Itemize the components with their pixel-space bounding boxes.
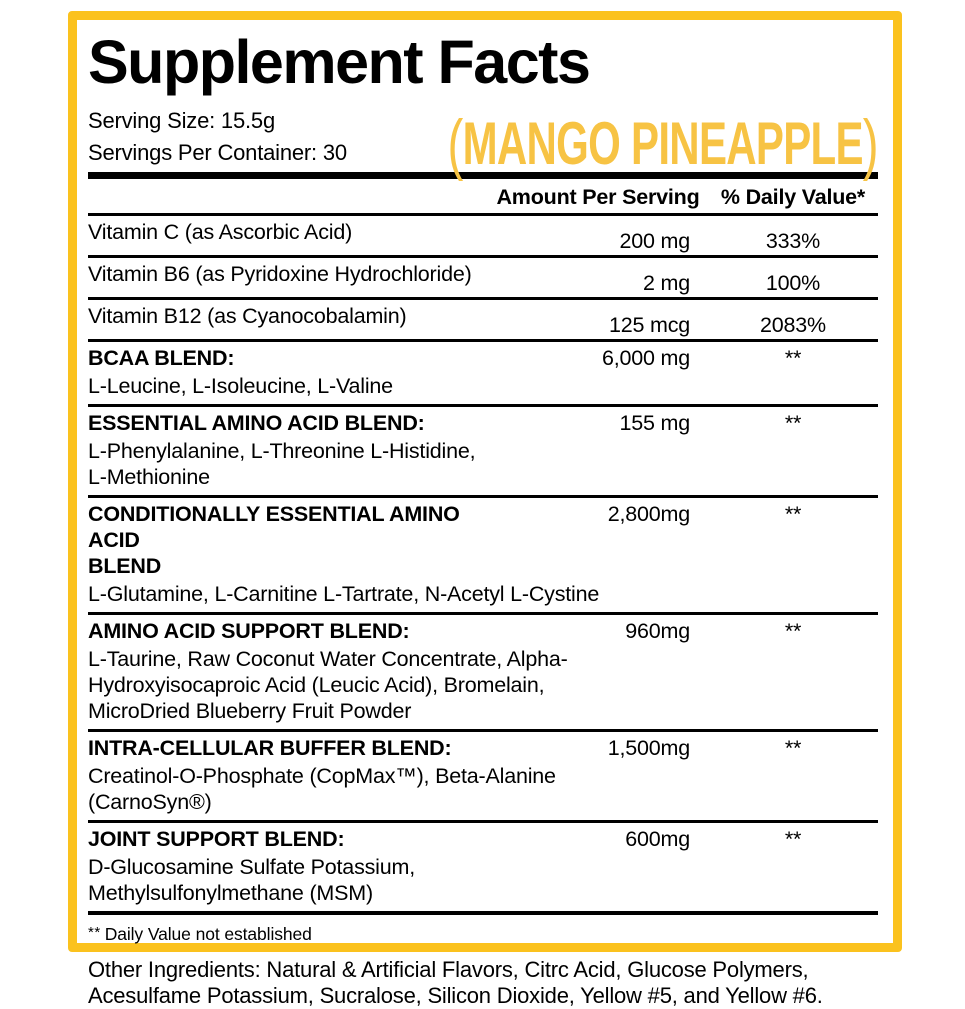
name-line: JOINT SUPPORT BLEND: <box>88 827 345 851</box>
ingredient-line: L-Taurine, Raw Coconut Water Concentrate, Alpha- <box>88 647 568 671</box>
page-title: Supplement Facts <box>88 28 590 96</box>
blend-name <box>88 501 488 579</box>
table-row-main <box>88 823 878 852</box>
daily-value-cell: ** <box>784 411 802 435</box>
amount-cell: 125 mcg <box>608 313 690 337</box>
daily-value-cell: ** <box>784 827 802 851</box>
blend-ingredients <box>88 852 878 911</box>
name-line: Vitamin B12 (as Cyanocobalamin) <box>88 304 407 328</box>
amount-cell: 155 mg <box>619 411 690 435</box>
footnote-stars: ** <box>88 924 101 941</box>
name-line: BCAA BLEND: <box>88 346 235 370</box>
amount-cell: 6,000 mg <box>601 346 690 370</box>
label-header <box>88 28 878 182</box>
daily-value-cell: ** <box>784 502 802 526</box>
table-row <box>88 732 878 823</box>
ingredient-line: L-Glutamine, L-Carnitine L-Tartrate, N-Acetyl L-Cystine <box>88 582 600 606</box>
table-row <box>88 258 878 300</box>
ingredient-line: Methylsulfonylmethane (MSM) <box>88 881 373 905</box>
name-line: INTRA-CELLULAR BUFFER BLEND: <box>88 736 452 760</box>
table-row <box>88 216 878 258</box>
footnote-text: Daily Value not established <box>104 924 312 944</box>
table-row-main <box>88 498 878 579</box>
ingredient-line: D-Glucosamine Sulfate Potassium, <box>88 855 415 879</box>
daily-value-cell: 333% <box>765 229 821 253</box>
daily-value-cell: ** <box>784 346 802 370</box>
table-row-main <box>88 615 878 644</box>
table-row-main <box>88 258 878 297</box>
table-row <box>88 498 878 615</box>
ingredient-line: L-Phenylalanine, L-Threonine L-Histidine, <box>88 439 476 463</box>
daily-value-cell: ** <box>784 736 802 760</box>
blend-ingredients <box>88 579 878 612</box>
blend-name <box>88 735 488 761</box>
flavor-close-paren: ) <box>862 107 878 182</box>
ingredient-line: MicroDried Blueberry Fruit Powder <box>88 699 412 723</box>
blend-name <box>88 826 488 852</box>
header-amount-per-serving: Amount Per Serving <box>496 185 700 209</box>
name-line: ESSENTIAL AMINO ACID BLEND: <box>88 411 425 435</box>
table-row-main <box>88 407 878 436</box>
daily-value-cell: 100% <box>765 271 821 295</box>
name-line: Vitamin C (as Ascorbic Acid) <box>88 220 353 244</box>
amount-cell: 600mg <box>625 827 690 851</box>
table-row <box>88 615 878 732</box>
name-line: Vitamin B6 (as Pyridoxine Hydrochloride) <box>88 262 472 286</box>
other-ingredients <box>88 950 878 1009</box>
nutrient-name <box>88 260 488 288</box>
name-line: CONDITIONALLY ESSENTIAL AMINO ACID <box>88 502 460 552</box>
blend-name <box>88 410 488 436</box>
blend-ingredients <box>88 761 878 820</box>
blend-ingredients <box>88 644 878 729</box>
header-daily-value: % Daily Value* <box>720 185 866 209</box>
daily-value-footnote <box>88 915 878 950</box>
table-row <box>88 407 878 498</box>
amount-cell: 960mg <box>625 619 690 643</box>
amount-cell: 200 mg <box>619 229 690 253</box>
facts-table-body <box>88 216 878 915</box>
ingredient-line: Creatinol-O-Phosphate (CopMax™), Beta-Alanine <box>88 764 556 788</box>
amount-cell: 2 mg <box>643 271 690 295</box>
other-ingredients-line: Other Ingredients: Natural & Artificial Flavors, Citrc Acid, Glucose Polymers, <box>88 957 809 982</box>
table-row <box>88 823 878 915</box>
serving-size: Serving Size: 15.5g <box>88 108 275 133</box>
blend-name <box>88 618 488 644</box>
ingredient-line: L-Methionine <box>88 465 210 489</box>
blend-ingredients <box>88 371 878 404</box>
ingredient-line: L-Leucine, L-Isoleucine, L-Valine <box>88 374 393 398</box>
nutrient-name <box>88 218 488 246</box>
table-header-row <box>88 179 878 216</box>
blend-ingredients <box>88 436 878 495</box>
nutrient-name <box>88 302 488 330</box>
daily-value-cell: ** <box>784 619 802 643</box>
table-row <box>88 342 878 407</box>
table-row-main <box>88 732 878 761</box>
flavor-open-paren: ( <box>447 107 463 182</box>
other-ingredients-line: Acesulfame Potassium, Sucralose, Silicon Dioxide, Yellow #5, and Yellow #6. <box>88 983 823 1008</box>
table-row <box>88 300 878 342</box>
servings-per-container: Servings Per Container: 30 <box>88 140 347 165</box>
ingredient-line: Hydroxyisocaproic Acid (Leucic Acid), Bromelain, <box>88 673 545 697</box>
blend-name <box>88 345 488 371</box>
amount-cell: 2,800mg <box>607 502 690 526</box>
amount-cell: 1,500mg <box>607 736 690 760</box>
table-row-main <box>88 216 878 255</box>
flavor-text: MANGO PINEAPPLE <box>462 110 863 177</box>
table-row-main <box>88 342 878 371</box>
name-line: BLEND <box>88 554 162 578</box>
supplement-facts-label <box>68 11 902 1008</box>
table-row-main <box>88 300 878 339</box>
flavor-name <box>447 107 878 182</box>
daily-value-cell: 2083% <box>760 313 826 337</box>
name-line: AMINO ACID SUPPORT BLEND: <box>88 619 410 643</box>
ingredient-line: (CarnoSyn®) <box>88 790 212 814</box>
